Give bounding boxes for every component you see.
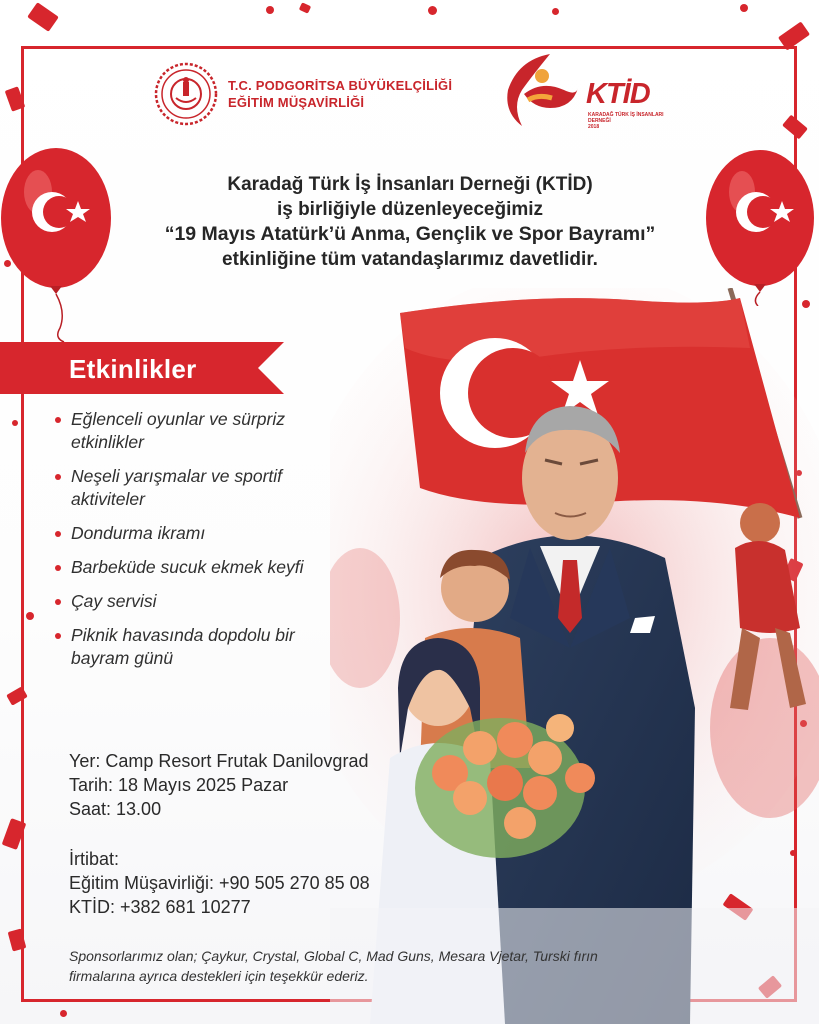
event-time: Saat: 13.00 — [69, 799, 162, 819]
event-place: Yer: Camp Resort Frutak Danilovgrad — [69, 751, 369, 771]
sponsor-thanks — [69, 946, 749, 986]
list-item — [55, 408, 355, 454]
bullet-icon — [55, 633, 61, 639]
meb-seal-icon — [154, 62, 218, 126]
ktid-subtitle — [588, 112, 668, 130]
contact-ktid-phone: KTİD: +382 681 10277 — [69, 897, 251, 917]
left-balloon — [0, 142, 116, 342]
activity-text: Barbeküde sucuk ekmek keyfi — [71, 557, 304, 577]
confetti-dot — [60, 1010, 67, 1017]
list-item — [55, 624, 355, 670]
ktid-subtitle-line: KARADAĞ TÜRK İŞ İNSANLARI — [588, 112, 664, 118]
event-details — [69, 749, 368, 821]
activity-text: bayram günü — [71, 648, 174, 668]
bullet-icon — [55, 417, 61, 423]
activity-text: Dondurma ikramı — [71, 523, 206, 543]
embassy-logo — [154, 62, 452, 126]
ktid-wordmark: KTİD — [586, 78, 650, 110]
list-item — [55, 556, 355, 579]
confetti-dot — [428, 6, 437, 15]
bullet-icon — [55, 599, 61, 605]
contact-label: İrtibat: — [69, 849, 120, 869]
confetti-dot — [12, 420, 18, 426]
bullet-icon — [55, 474, 61, 480]
activities-list — [55, 408, 355, 681]
activity-text: Eğlenceli oyunlar ve sürpriz — [71, 409, 285, 429]
confetti-dot — [552, 8, 559, 15]
confetti — [27, 2, 59, 32]
embassy-name: T.C. PODGORİTSA BÜYÜKELÇİLİĞİ — [228, 78, 453, 93]
sponsor-line: firmalarına ayrıca destekleri için teşekkür ederiz. — [69, 968, 369, 984]
ktid-logo — [498, 50, 678, 130]
confetti-dot — [740, 4, 748, 12]
confetti — [299, 2, 311, 13]
bullet-icon — [55, 565, 61, 571]
list-item — [55, 522, 355, 545]
intro-line: iş birliğiyle düzenleyeceğimiz — [276, 199, 544, 220]
activities-heading: Etkinlikler — [69, 354, 197, 384]
ktid-emblem-icon — [498, 50, 580, 130]
activity-text: Neşeli yarışmalar ve sportif — [71, 466, 283, 486]
activity-text: Piknik havasında dopdolu bir — [71, 625, 295, 645]
list-item — [55, 590, 355, 613]
ktid-subtitle-line: DERNEĞİ — [588, 118, 611, 124]
contact-office-phone: Eğitim Müşavirliği: +90 505 270 85 08 — [69, 873, 370, 893]
embassy-office: EĞİTİM MÜŞAVİRLİĞİ — [228, 95, 365, 110]
list-item — [55, 465, 355, 511]
ataturk-flag-illustration — [330, 288, 819, 1024]
right-balloon — [702, 146, 818, 306]
invitation-text — [110, 172, 710, 272]
confetti-dot — [266, 6, 274, 14]
intro-line: Karadağ Türk İş İnsanları Derneği (KTİD) — [227, 174, 593, 195]
activity-text: Çay servisi — [71, 591, 157, 611]
activity-text: etkinlikler — [71, 432, 144, 452]
event-date: Tarih: 18 Mayıs 2025 Pazar — [69, 775, 289, 795]
ktid-founding-year: 2018 — [588, 124, 600, 130]
contact-details — [69, 847, 370, 919]
event-title: “19 Mayıs Atatürk’ü Anma, Gençlik ve Spor Bayramı” — [164, 223, 656, 245]
bullet-icon — [55, 531, 61, 537]
activity-text: aktiviteler — [71, 489, 145, 509]
intro-line: etkinliğine tüm vatandaşlarımız davetlidir. — [222, 249, 598, 270]
sponsor-line: Sponsorlarımız olan; Çaykur, Crystal, Global C, Mad Guns, Mesara Vjetar, Turski fırın — [69, 948, 598, 964]
